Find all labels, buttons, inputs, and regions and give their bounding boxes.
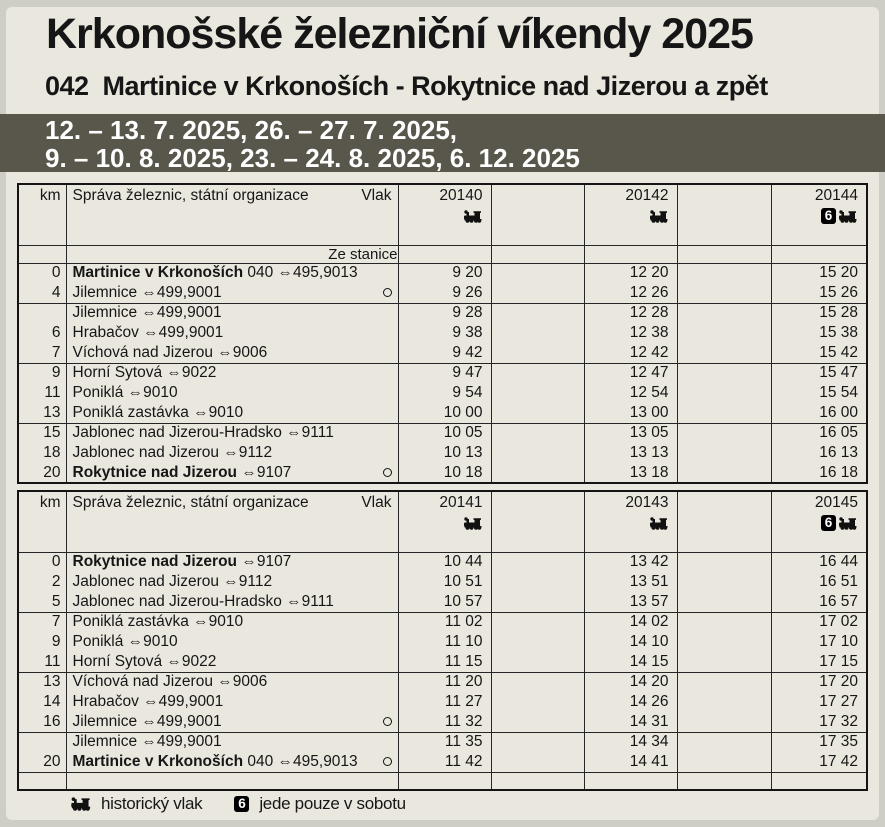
spacer-cell [491, 592, 584, 612]
station-name: Jablonec nad Jizerou-Hradsko [72, 424, 282, 442]
time-cell: 14 34 [584, 732, 677, 752]
km-cell: 14 [18, 692, 66, 712]
time-cell: 15 54 [771, 383, 867, 403]
station-connections: ⇔499,9001 [137, 733, 222, 751]
train-column-header [398, 184, 491, 245]
station-name: Poniklá [72, 384, 124, 401]
timetable-row [18, 283, 867, 303]
spacer-cell [677, 752, 771, 772]
circle-symbol [383, 288, 392, 297]
station-connections: ⇔9006 [212, 673, 268, 691]
time-cell: 13 13 [584, 443, 677, 463]
timetable-row [18, 323, 867, 343]
km-cell: 6 [18, 323, 66, 343]
station-cell [66, 712, 398, 732]
station-cell [66, 323, 398, 343]
train-number: 20142 [625, 187, 669, 204]
saturday-legend-label: jede pouze v sobotu [259, 794, 406, 813]
time-cell: 15 26 [771, 283, 867, 303]
station-connections: ⇔499,9001 [137, 283, 222, 301]
timetable-row [18, 692, 867, 712]
spacer-cell [677, 343, 771, 363]
saturday-only-icon: 6 [234, 796, 249, 812]
spacer-column-header [677, 184, 771, 245]
station-cell [66, 383, 398, 403]
station-cell [66, 263, 398, 283]
km-cell [18, 732, 66, 752]
km-cell: 18 [18, 443, 66, 463]
time-cell: 11 32 [398, 712, 491, 732]
station-cell [66, 672, 398, 692]
timetable-row [18, 343, 867, 363]
spacer-column-header [491, 491, 584, 552]
timetable-row [18, 403, 867, 423]
timetable-row [18, 572, 867, 592]
time-cell [398, 772, 491, 790]
station-cell [66, 552, 398, 572]
station-name: Jilemnice [72, 304, 138, 322]
time-cell: 16 13 [771, 443, 867, 463]
spacer-cell [677, 323, 771, 343]
timetable-row [18, 303, 867, 323]
time-cell: 12 28 [584, 303, 677, 323]
spacer-cell [677, 423, 771, 443]
station-cell [66, 443, 398, 463]
km-cell: 7 [18, 343, 66, 363]
station-connections: ⇔499,9001 [137, 712, 222, 730]
time-cell: 16 00 [771, 403, 867, 423]
time-cell: 14 20 [584, 672, 677, 692]
km-cell: 16 [18, 712, 66, 732]
time-cell: 11 42 [398, 752, 491, 772]
time-cell: 17 35 [771, 732, 867, 752]
station-name: Horní Sytová [72, 652, 163, 670]
time-cell: 14 41 [584, 752, 677, 772]
time-cell: 17 20 [771, 672, 867, 692]
km-cell: 11 [18, 383, 66, 403]
time-cell: 13 00 [584, 403, 677, 423]
km-cell [18, 303, 66, 323]
spacer-column-header [677, 491, 771, 552]
km-cell: 13 [18, 672, 66, 692]
time-cell: 14 10 [584, 632, 677, 652]
station-name: Jablonec nad Jizerou [72, 573, 219, 590]
time-cell: 16 51 [771, 572, 867, 592]
station-name: Poniklá zastávka [72, 403, 189, 421]
spacer-cell [677, 383, 771, 403]
timetable-row [18, 443, 867, 463]
station-name: Víchová nad Jizerou [72, 343, 213, 361]
spacer-cell [491, 303, 584, 323]
km-cell: 7 [18, 612, 66, 632]
station-connections: ⇔9010 [123, 633, 178, 650]
spacer-cell [491, 463, 584, 483]
timetable-row [18, 383, 867, 403]
station-cell [66, 403, 398, 423]
time-cell: 9 38 [398, 323, 491, 343]
station-cell [66, 572, 398, 592]
time-cell: 11 27 [398, 692, 491, 712]
spacer-cell [491, 752, 584, 772]
time-cell: 17 15 [771, 652, 867, 672]
time-cell: 11 02 [398, 612, 491, 632]
time-cell: 9 54 [398, 383, 491, 403]
station-cell [66, 592, 398, 612]
spacer-cell [491, 263, 584, 283]
station-name: Jablonec nad Jizerou-Hradsko [72, 592, 282, 610]
station-connections: ⇔9112 [219, 444, 273, 461]
steam-locomotive-icon [839, 517, 857, 530]
station-cell [66, 692, 398, 712]
station-name: Poniklá zastávka [72, 613, 189, 631]
time-cell: 10 00 [398, 403, 491, 423]
station-cell [66, 652, 398, 672]
spacer-cell [677, 592, 771, 612]
time-cell: 14 31 [584, 712, 677, 732]
spacer-cell [491, 772, 584, 790]
saturday-only-icon: 6 [821, 515, 836, 531]
ze-stanice-label: Ze stanice [66, 245, 398, 263]
loco-legend-label: historický vlak [101, 794, 203, 813]
circle-symbol [383, 757, 392, 766]
spacer-cell [677, 692, 771, 712]
km-cell: 11 [18, 652, 66, 672]
spacer-cell [491, 443, 584, 463]
spacer-cell [491, 403, 584, 423]
time-cell: 10 51 [398, 572, 491, 592]
spacer-cell [677, 283, 771, 303]
station-connections: ⇔9107 [237, 553, 292, 571]
spacer-cell [491, 383, 584, 403]
km-cell: 4 [18, 283, 66, 303]
time-cell: 17 02 [771, 612, 867, 632]
time-cell: 15 47 [771, 363, 867, 383]
time-cell: 13 05 [584, 423, 677, 443]
time-cell: 12 26 [584, 283, 677, 303]
station-connections: ⇔9022 [162, 652, 217, 670]
time-cell: 16 44 [771, 552, 867, 572]
spacer-cell [677, 303, 771, 323]
spacer-cell [677, 463, 771, 483]
station-connections: ⇔9022 [162, 364, 217, 382]
spacer-cell [677, 652, 771, 672]
train-number: 20143 [625, 494, 669, 511]
timetable-outbound [17, 183, 868, 484]
station-connections: ⇔9111 [281, 592, 334, 610]
time-cell: 13 57 [584, 592, 677, 612]
time-cell: 17 27 [771, 692, 867, 712]
time-cell: 17 10 [771, 632, 867, 652]
steam-locomotive-icon [464, 517, 482, 530]
time-cell: 13 18 [584, 463, 677, 483]
station-cell [66, 343, 398, 363]
timetable-row [18, 712, 867, 732]
timetable-row [18, 463, 867, 483]
train-column-header [584, 491, 677, 552]
km-cell: 20 [18, 463, 66, 483]
steam-locomotive-icon [839, 210, 857, 223]
dates-line-2: 9. – 10. 8. 2025, 23. – 24. 8. 2025, 6. 12. 2025 [45, 143, 580, 173]
spacer-cell [491, 423, 584, 443]
spacer-cell [491, 323, 584, 343]
station-connections: ⇔9010 [188, 613, 244, 631]
train-column-header [771, 491, 867, 552]
timetable-row [18, 672, 867, 692]
spacer-cell [491, 572, 584, 592]
station-cell [66, 752, 398, 772]
timetable-row [18, 752, 867, 772]
spacer-cell [491, 732, 584, 752]
vlak-label: Vlak [361, 494, 392, 511]
train-number: 20141 [439, 494, 483, 511]
time-cell: 16 05 [771, 423, 867, 443]
train-number: 20140 [439, 187, 483, 204]
station-cell [66, 772, 398, 790]
subheader-row [18, 245, 867, 263]
steam-locomotive-icon [650, 517, 668, 530]
station-connections: 040 ⇔495,9013 [243, 752, 358, 770]
train-number: 20144 [814, 187, 858, 204]
spacer-cell [491, 632, 584, 652]
time-cell: 14 15 [584, 652, 677, 672]
km-cell [18, 772, 66, 790]
time-cell: 10 57 [398, 592, 491, 612]
timetable-row [18, 732, 867, 752]
time-cell: 9 42 [398, 343, 491, 363]
spacer-cell [677, 672, 771, 692]
time-cell: 13 51 [584, 572, 677, 592]
timetable-return [17, 490, 868, 791]
spacer-cell [677, 572, 771, 592]
timetable-header-row [18, 491, 867, 552]
km-column-header: km [18, 491, 66, 552]
timetable-row [18, 552, 867, 572]
time-cell [584, 772, 677, 790]
time-cell: 9 47 [398, 363, 491, 383]
time-cell: 13 42 [584, 552, 677, 572]
spacer-cell [677, 552, 771, 572]
spacer-cell [677, 363, 771, 383]
station-name: Hrabačov [72, 324, 139, 341]
saturday-only-icon: 6 [821, 208, 836, 224]
operator-header-cell [66, 184, 398, 245]
time-cell: 10 44 [398, 552, 491, 572]
station-name: Jilemnice [72, 712, 138, 730]
km-cell: 5 [18, 592, 66, 612]
dates-banner [0, 114, 885, 172]
train-number: 20145 [814, 494, 858, 511]
station-cell [66, 423, 398, 443]
km-cell: 9 [18, 363, 66, 383]
time-cell: 12 38 [584, 323, 677, 343]
circle-symbol [383, 717, 392, 726]
timetable-row [18, 363, 867, 383]
station-connections: ⇔499,9001 [137, 304, 222, 322]
train-column-header [398, 491, 491, 552]
steam-locomotive-icon [71, 797, 91, 811]
spacer-cell [491, 363, 584, 383]
station-name: Jilemnice [72, 283, 138, 301]
time-cell: 10 13 [398, 443, 491, 463]
timetable-row [18, 632, 867, 652]
station-cell [66, 632, 398, 652]
time-cell: 14 02 [584, 612, 677, 632]
spacer-cell [491, 672, 584, 692]
station-connections: ⇔9112 [219, 573, 273, 590]
station-name: Rokytnice nad Jizerou [72, 463, 238, 481]
station-cell [66, 463, 398, 483]
timetable-row [18, 592, 867, 612]
station-connections: ⇔9006 [212, 343, 268, 361]
time-cell: 17 32 [771, 712, 867, 732]
station-name: Hrabačov [72, 693, 139, 710]
time-cell: 16 57 [771, 592, 867, 612]
station-name: Rokytnice nad Jizerou [72, 553, 238, 571]
time-cell: 11 35 [398, 732, 491, 752]
timetable-header-row [18, 184, 867, 245]
circle-symbol [383, 468, 392, 477]
operator-label: Správa železnic, státní organizace [72, 494, 309, 511]
spacer-cell [491, 343, 584, 363]
operator-header-cell [66, 491, 398, 552]
time-cell: 11 15 [398, 652, 491, 672]
station-name: Martinice v Krkonoších [72, 264, 244, 282]
km-cell: 9 [18, 632, 66, 652]
km-column-header: km [18, 184, 66, 245]
time-cell: 15 20 [771, 263, 867, 283]
time-cell: 10 18 [398, 463, 491, 483]
time-cell: 15 28 [771, 303, 867, 323]
km-cell: 0 [18, 552, 66, 572]
dates-line-1: 12. – 13. 7. 2025, 26. – 27. 7. 2025, [45, 115, 458, 145]
time-cell: 11 10 [398, 632, 491, 652]
km-cell: 2 [18, 572, 66, 592]
station-connections: 040 ⇔495,9013 [243, 264, 358, 282]
steam-locomotive-icon [464, 210, 482, 223]
timetable-row [18, 652, 867, 672]
spacer-cell [491, 612, 584, 632]
timetable-row [18, 612, 867, 632]
train-column-header [584, 184, 677, 245]
station-cell [66, 303, 398, 323]
station-connections: ⇔9111 [281, 424, 334, 442]
km-cell: 15 [18, 423, 66, 443]
time-cell: 15 42 [771, 343, 867, 363]
time-cell: 16 18 [771, 463, 867, 483]
time-cell: 14 26 [584, 692, 677, 712]
spacer-cell [491, 652, 584, 672]
spacer-cell [677, 732, 771, 752]
page-title: Krkonošské železniční víkendy 2025 [46, 10, 753, 58]
spacer-cell [677, 712, 771, 732]
time-cell: 12 42 [584, 343, 677, 363]
legend [71, 794, 406, 814]
spacer-cell [677, 772, 771, 790]
spacer-cell [677, 443, 771, 463]
station-name: Jablonec nad Jizerou [72, 444, 219, 461]
station-cell [66, 283, 398, 303]
spacer-column-header [491, 184, 584, 245]
km-cell: 0 [18, 263, 66, 283]
time-cell [771, 772, 867, 790]
spacer-cell [677, 403, 771, 423]
time-cell: 11 20 [398, 672, 491, 692]
timetable-row [18, 423, 867, 443]
time-cell: 17 42 [771, 752, 867, 772]
station-name: Poniklá [72, 633, 124, 650]
time-cell: 12 54 [584, 383, 677, 403]
spacer-cell [677, 263, 771, 283]
time-cell: 15 38 [771, 323, 867, 343]
station-connections: ⇔499,9001 [138, 693, 224, 710]
station-connections: ⇔499,9001 [138, 324, 224, 341]
station-connections: ⇔9107 [237, 463, 292, 481]
station-name: Martinice v Krkonoších [72, 752, 244, 770]
km-cell: 13 [18, 403, 66, 423]
station-connections: ⇔9010 [188, 403, 244, 421]
steam-locomotive-icon [650, 210, 668, 223]
station-name: Jilemnice [72, 733, 138, 751]
spacer-cell [491, 692, 584, 712]
line-subtitle: 042 Martinice v Krkonoších - Rokytnice nad Jizerou a zpět [45, 71, 768, 101]
time-cell: 10 05 [398, 423, 491, 443]
station-cell [66, 732, 398, 752]
spacer-cell [491, 712, 584, 732]
empty-row [18, 772, 867, 790]
station-cell [66, 612, 398, 632]
station-connections: ⇔9010 [123, 384, 178, 401]
time-cell: 12 20 [584, 263, 677, 283]
station-name: Víchová nad Jizerou [72, 673, 213, 691]
train-column-header [771, 184, 867, 245]
spacer-cell [491, 283, 584, 303]
time-cell: 12 47 [584, 363, 677, 383]
km-cell: 20 [18, 752, 66, 772]
time-cell: 9 26 [398, 283, 491, 303]
spacer-cell [491, 552, 584, 572]
station-cell [66, 363, 398, 383]
spacer-cell [677, 632, 771, 652]
time-cell: 9 20 [398, 263, 491, 283]
vlak-label: Vlak [361, 187, 392, 204]
operator-label: Správa železnic, státní organizace [72, 187, 309, 204]
timetable-row [18, 263, 867, 283]
station-name: Horní Sytová [72, 364, 163, 382]
spacer-cell [677, 612, 771, 632]
time-cell: 9 28 [398, 303, 491, 323]
